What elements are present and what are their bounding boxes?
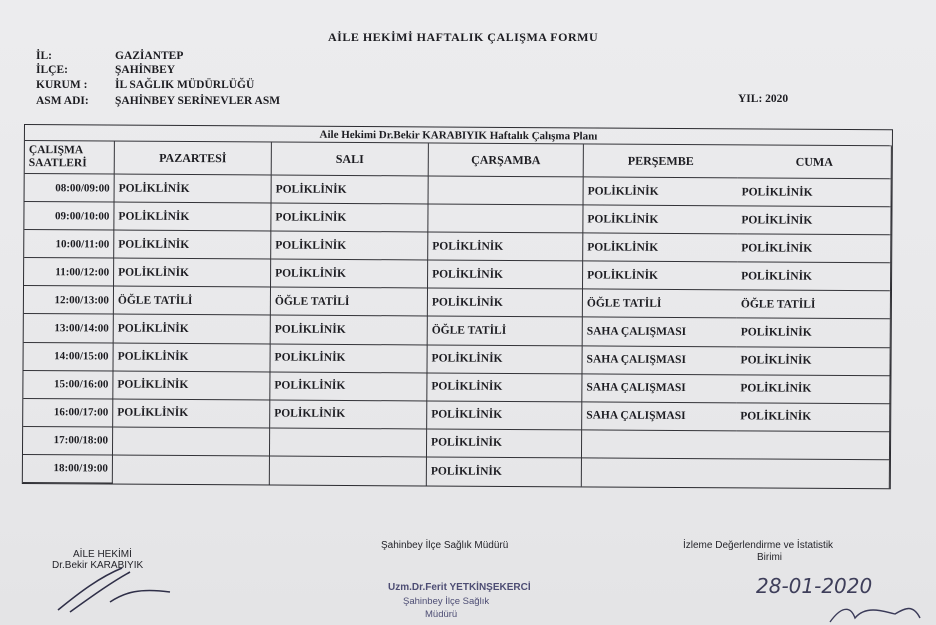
schedule-cell-monday: POLİKLİNİK bbox=[114, 203, 271, 232]
institution-value: İL SAĞLIK MÜDÜRLÜĞÜ bbox=[115, 79, 255, 91]
doctor-signature-scribble bbox=[50, 562, 200, 617]
asm-name-label: ASM ADI: bbox=[36, 95, 89, 107]
schedule-cell-tuesday bbox=[270, 428, 427, 457]
schedule-cell-tuesday: POLİKLİNİK bbox=[271, 232, 428, 261]
form-title: AİLE HEKİMİ HAFTALIK ÇALIŞMA FORMU bbox=[328, 30, 599, 44]
schedule-cell-wednesday: POLİKLİNİK bbox=[428, 289, 583, 318]
schedule-cell-wednesday: ÖĞLE TATİLİ bbox=[428, 317, 583, 346]
province-label: İL: bbox=[36, 50, 52, 62]
monitoring-unit-line1: İzleme Değerlendirme ve İstatistik bbox=[683, 540, 834, 551]
schedule-cell-thursday: POLİKLİNİK bbox=[583, 205, 737, 234]
schedule-cell-wednesday bbox=[429, 176, 584, 205]
schedule-cell-monday: POLİKLİNİK bbox=[114, 315, 271, 344]
day-header-thursday: PERŞEMBE bbox=[584, 144, 738, 178]
hours-header bbox=[25, 141, 115, 175]
schedule-cell-thursday: SAHA ÇALIŞMASI bbox=[583, 318, 737, 347]
schedule-cell-wednesday: POLİKLİNİK bbox=[427, 373, 582, 402]
schedule-cell-friday: POLİKLİNİK bbox=[737, 206, 891, 235]
director-stamp-line1: Uzm.Dr.Ferit YETKİNŞEKERCİ bbox=[388, 582, 531, 593]
time-slot: 08:00/09:00 bbox=[25, 174, 115, 203]
director-stamp-line2: Şahinbey İlçe Sağlık bbox=[403, 596, 490, 607]
schedule-cell-monday: POLİKLİNİK bbox=[113, 343, 270, 372]
schedule-cell-monday bbox=[113, 455, 270, 484]
hours-header-line1: ÇALIŞMA bbox=[28, 144, 84, 157]
schedule-cell-monday: ÖĞLE TATİLİ bbox=[114, 287, 271, 316]
time-slot: 18:00/19:00 bbox=[23, 455, 113, 484]
schedule-cell-tuesday: POLİKLİNİK bbox=[271, 204, 428, 233]
schedule-cell-wednesday: POLİKLİNİK bbox=[427, 457, 582, 486]
time-slot: 16:00/17:00 bbox=[23, 399, 113, 428]
schedule-cell-friday: POLİKLİNİK bbox=[737, 263, 891, 292]
schedule-cell-wednesday: POLİKLİNİK bbox=[427, 429, 582, 458]
schedule-cell-tuesday: POLİKLİNİK bbox=[270, 372, 427, 401]
time-slot: 10:00/11:00 bbox=[24, 230, 114, 259]
schedule-cell-friday: POLİKLİNİK bbox=[736, 375, 890, 404]
schedule-cell-tuesday: POLİKLİNİK bbox=[270, 400, 427, 429]
institution-label: KURUM : bbox=[36, 79, 88, 91]
schedule-cell-friday: POLİKLİNİK bbox=[738, 178, 892, 207]
day-header-wednesday: ÇARŞAMBA bbox=[429, 143, 584, 177]
schedule-cell-monday: POLİKLİNİK bbox=[114, 259, 271, 288]
schedule-cell-thursday: POLİKLİNİK bbox=[584, 177, 738, 206]
schedule-cell-friday: ÖĞLE TATİLİ bbox=[737, 291, 891, 320]
unit-signature-scribble bbox=[825, 600, 925, 625]
doctor-signature-title: AİLE HEKİMİ bbox=[73, 549, 132, 560]
schedule-cell-thursday: SAHA ÇALIŞMASI bbox=[582, 374, 736, 403]
schedule-cell-friday: POLİKLİNİK bbox=[737, 235, 891, 264]
schedule-cell-tuesday: POLİKLİNİK bbox=[272, 176, 429, 205]
schedule-cell-thursday bbox=[582, 458, 736, 487]
handwritten-date: 28-01-2020 bbox=[756, 574, 873, 598]
schedule-cell-wednesday: POLİKLİNİK bbox=[427, 345, 582, 374]
schedule-cell-thursday: SAHA ÇALIŞMASI bbox=[582, 346, 736, 375]
doctor-signature-name: Dr.Bekir KARABIYIK bbox=[52, 560, 144, 571]
day-header-friday: CUMA bbox=[738, 145, 892, 179]
hours-header-line2: SAATLERİ bbox=[28, 157, 87, 170]
schedule-cell-thursday bbox=[582, 430, 736, 459]
schedule-cell-monday bbox=[113, 427, 270, 456]
schedule-cell-monday: POLİKLİNİK bbox=[113, 399, 270, 428]
schedule-cell-friday: POLİKLİNİK bbox=[736, 403, 890, 432]
schedule-cell-thursday: POLİKLİNİK bbox=[583, 234, 737, 263]
schedule-cell-tuesday: POLİKLİNİK bbox=[270, 344, 427, 373]
schedule-cell-tuesday: POLİKLİNİK bbox=[271, 260, 428, 289]
district-value: ŞAHİNBEY bbox=[115, 64, 176, 76]
schedule-cell-wednesday: POLİKLİNİK bbox=[427, 401, 582, 430]
schedule-cell-tuesday bbox=[270, 456, 427, 485]
schedule-cell-friday: POLİKLİNİK bbox=[737, 319, 891, 348]
schedule-cell-thursday: SAHA ÇALIŞMASI bbox=[582, 402, 736, 431]
director-title: Şahinbey İlçe Sağlık Müdürü bbox=[381, 540, 509, 551]
schedule-cell-monday: POLİKLİNİK bbox=[114, 231, 271, 260]
schedule-cell-friday bbox=[736, 431, 890, 460]
time-slot: 12:00/13:00 bbox=[24, 286, 114, 315]
time-slot: 11:00/12:00 bbox=[24, 258, 114, 287]
weekly-schedule-table bbox=[22, 124, 893, 489]
schedule-cell-thursday: ÖĞLE TATİLİ bbox=[583, 290, 737, 319]
time-slot: 09:00/10:00 bbox=[24, 202, 114, 231]
schedule-cell-friday bbox=[736, 459, 890, 488]
schedule-cell-tuesday: POLİKLİNİK bbox=[271, 316, 428, 345]
schedule-cell-monday: POLİKLİNİK bbox=[115, 175, 272, 204]
time-slot: 15:00/16:00 bbox=[23, 371, 113, 400]
schedule-cell-wednesday: POLİKLİNİK bbox=[428, 233, 583, 262]
asm-name-value: ŞAHİNBEY SERİNEVLER ASM bbox=[115, 95, 281, 107]
time-slot: 14:00/15:00 bbox=[23, 343, 113, 372]
day-header-tuesday: SALI bbox=[272, 143, 429, 177]
year: YIL: 2020 bbox=[738, 93, 789, 105]
schedule-cell-wednesday: POLİKLİNİK bbox=[428, 261, 583, 290]
district-label: İLÇE: bbox=[36, 64, 68, 76]
schedule-cell-wednesday bbox=[428, 205, 583, 234]
schedule-cell-tuesday: ÖĞLE TATİLİ bbox=[271, 288, 428, 317]
plan-title: Aile Hekimi Dr.Bekir KARABIYIK Haftalık Çalışma Planı bbox=[25, 125, 892, 146]
day-header-monday: PAZARTESİ bbox=[115, 142, 272, 176]
schedule-cell-monday: POLİKLİNİK bbox=[113, 371, 270, 400]
schedule-cell-friday: POLİKLİNİK bbox=[736, 347, 890, 376]
monitoring-unit-line2: Birimi bbox=[757, 552, 782, 563]
province-value: GAZİANTEP bbox=[115, 50, 184, 62]
time-slot: 13:00/14:00 bbox=[24, 314, 114, 343]
director-stamp-line3: Müdürü bbox=[425, 609, 458, 620]
time-slot: 17:00/18:00 bbox=[23, 427, 113, 456]
schedule-cell-thursday: POLİKLİNİK bbox=[583, 262, 737, 291]
